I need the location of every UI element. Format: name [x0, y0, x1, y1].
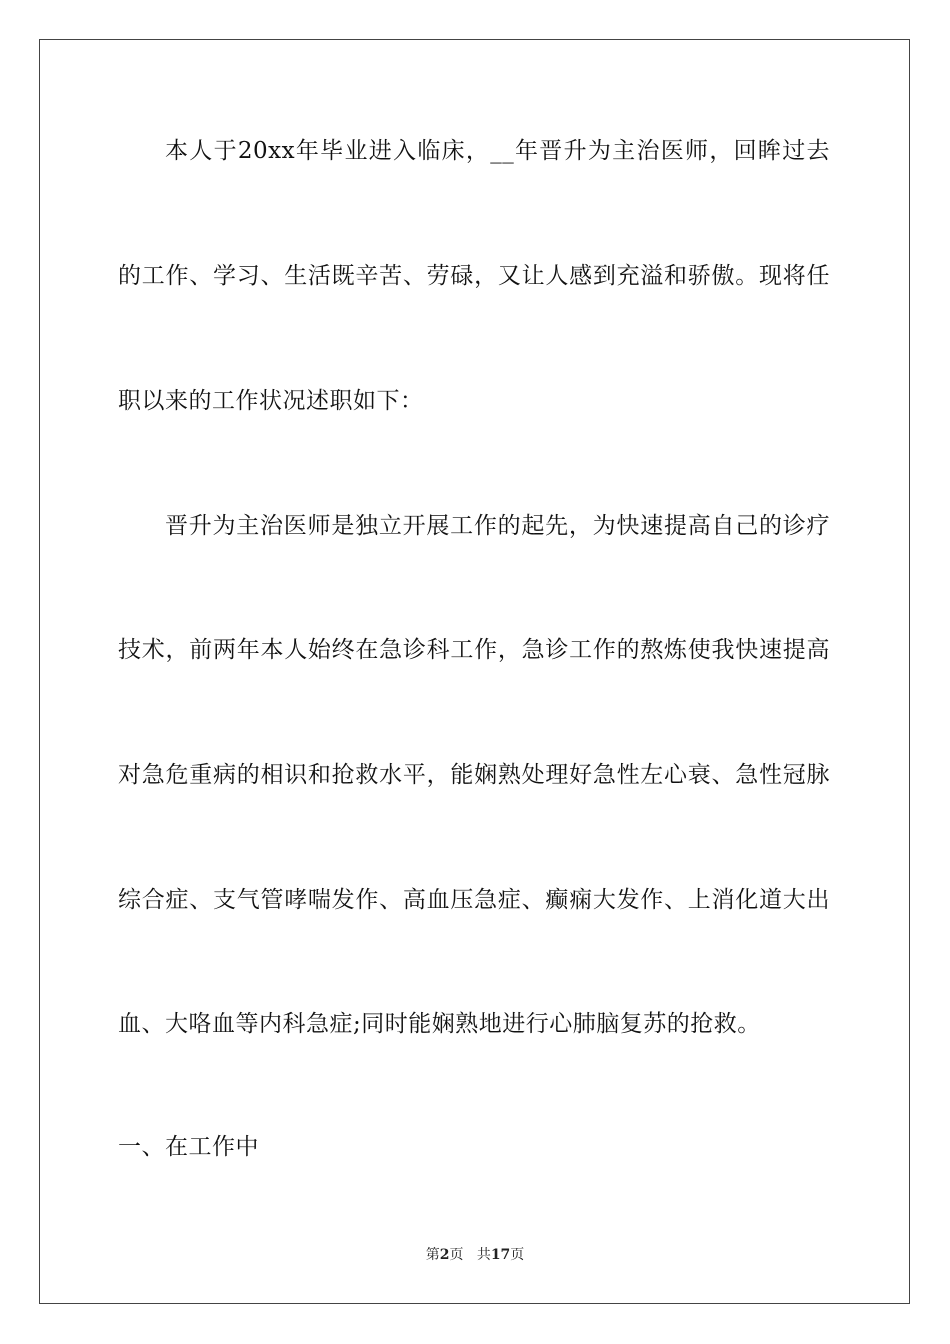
footer-page-suffix: 页: [449, 1247, 464, 1263]
page-border: [39, 39, 910, 1304]
paragraph-2-line-5: 血、大咯血等内科急症;同时能娴熟地进行心肺脑复苏的抢救。: [118, 1011, 761, 1037]
paragraph-2-line-1: 晋升为主治医师是独立开展工作的起先，为快速提高自己的诊疗: [165, 513, 830, 539]
paragraph-2-line-3: 对急危重病的相识和抢救水平，能娴熟处理好急性左心衰、急性冠脉: [118, 762, 830, 788]
paragraph-1-line-2: 的工作、学习、生活既辛苦、劳碌，又让人感到充溢和骄傲。现将任: [118, 263, 830, 289]
paragraph-2-line-2: 技术，前两年本人始终在急诊科工作，急诊工作的熬炼使我快速提高: [118, 637, 830, 663]
section-heading: 一、在工作中: [118, 1134, 259, 1160]
footer-page-prefix: 第: [425, 1247, 440, 1263]
paragraph-2-line-4: 综合症、支气管哮喘发作、高血压急症、癫痫大发作、上消化道大出: [118, 887, 830, 913]
footer-total-suffix: 页: [510, 1247, 525, 1263]
footer-total-prefix: 共: [476, 1247, 491, 1263]
page-footer: [0, 1246, 950, 1264]
footer-total-pages: 17: [490, 1247, 511, 1263]
paragraph-1-line-3: 职以来的工作状况述职如下：: [118, 388, 424, 414]
paragraph-1-line-1: 本人于20xx年毕业进入临床，__年晋升为主治医师，回眸过去: [165, 138, 830, 164]
footer-page-number: 2: [439, 1247, 450, 1263]
